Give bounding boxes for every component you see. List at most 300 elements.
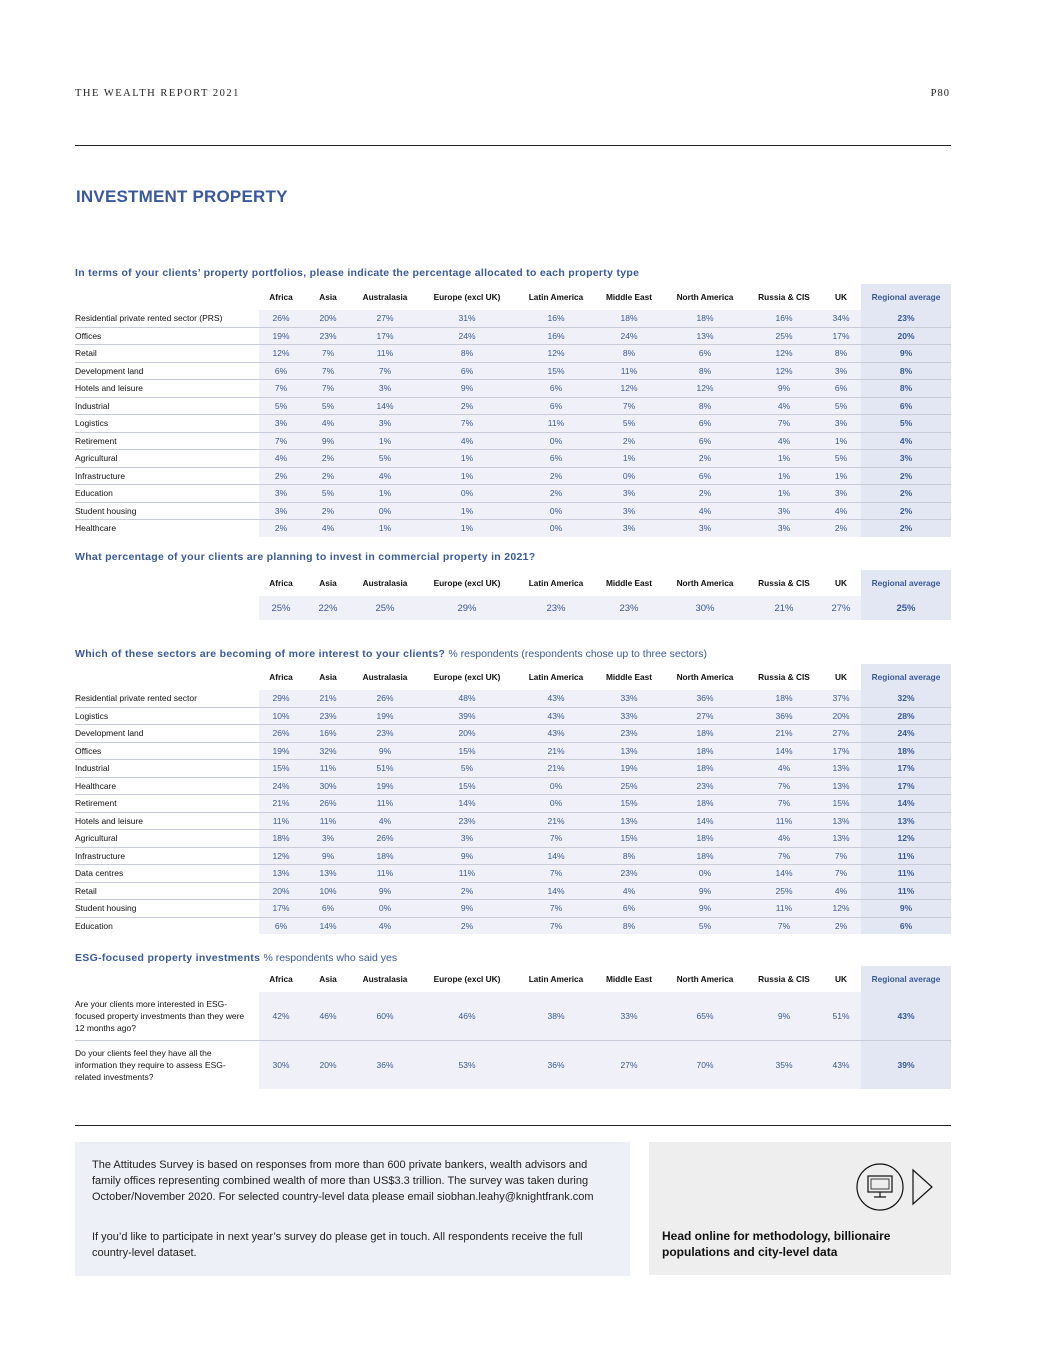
table-row [75,520,951,537]
value-cell: 7% [259,380,303,398]
value-cell: 12% [259,345,303,363]
table-row [75,847,951,865]
value-cell: 5% [353,450,417,468]
value-cell: 9% [353,882,417,900]
value-cell: 5% [303,485,353,503]
value-cell: 8% [595,847,663,865]
table-row [75,362,951,380]
value-cell: 21% [259,795,303,813]
value-cell: 26% [353,690,417,707]
q3-subtitle: % respondents (respondents chose up to three sectors) [448,648,707,660]
regional-average-cell: 9% [861,900,951,918]
row-label: Development land [75,362,259,380]
regional-average-cell: 2% [861,467,951,485]
value-cell: 19% [259,742,303,760]
value-cell: 18% [595,310,663,327]
table-row [75,467,951,485]
column-header-regional-average: Regional average [861,570,951,596]
row-label: Offices [75,327,259,345]
column-header-africa: Africa [269,672,293,682]
value-cell: 5% [821,450,861,468]
column-header-regional-average: Regional average [861,664,951,690]
value-cell: 36% [353,1041,417,1090]
value-cell: 3% [259,485,303,503]
column-header-europe-excl-uk: Europe (excl UK) [433,292,501,302]
column-header-latin-america: Latin America [528,672,584,682]
column-header-australasia: Australasia [362,578,408,588]
value-cell: 18% [747,690,821,707]
value-cell: 13% [663,327,747,345]
monitor-icon [857,1164,903,1210]
value-cell: 26% [259,310,303,327]
column-header-australasia: Australasia [362,292,408,302]
value-cell: 3% [821,485,861,503]
value-cell: 2% [259,467,303,485]
table-row [75,397,951,415]
value-cell: 11% [747,812,821,830]
value-cell: 15% [259,760,303,778]
column-header-africa: Africa [269,974,293,984]
value-cell: 9% [663,900,747,918]
value-cell: 7% [517,900,595,918]
value-cell: 2% [417,882,517,900]
value-cell: 6% [303,900,353,918]
column-header-europe-excl-uk: Europe (excl UK) [433,974,501,984]
value-cell: 21% [517,742,595,760]
regional-average-cell: 13% [861,812,951,830]
value-cell: 4% [259,450,303,468]
value-cell: 51% [821,992,861,1041]
header-blank-cell [75,664,259,690]
value-cell: 15% [517,362,595,380]
table-row [75,882,951,900]
value-cell: 25% [353,596,417,620]
value-cell: 17% [821,742,861,760]
value-cell: 13% [259,865,303,883]
column-header-africa: Africa [269,578,293,588]
header-divider [75,145,951,146]
regional-average-cell: 24% [861,725,951,743]
table-row [75,742,951,760]
value-cell: 33% [595,992,663,1041]
value-cell: 16% [747,310,821,327]
value-cell: 4% [747,397,821,415]
value-cell: 3% [595,502,663,520]
column-header-africa: Africa [269,292,293,302]
value-cell: 8% [595,345,663,363]
value-cell: 0% [353,900,417,918]
value-cell: 23% [303,707,353,725]
column-header-middle-east: Middle East [605,578,653,588]
value-cell: 3% [821,415,861,433]
value-cell: 7% [821,847,861,865]
column-header-north-america: North America [676,578,734,588]
value-cell: 39% [417,707,517,725]
value-cell: 4% [747,760,821,778]
value-cell: 3% [353,415,417,433]
value-cell: 14% [303,917,353,934]
regional-average-cell: 5% [861,415,951,433]
row-label: Infrastructure [75,467,259,485]
value-cell: 21% [517,760,595,778]
row-label: Agricultural [75,830,259,848]
value-cell: 2% [259,520,303,537]
value-cell: 7% [747,917,821,934]
value-cell: 2% [303,467,353,485]
value-cell: 4% [417,432,517,450]
value-cell: 43% [821,1041,861,1090]
value-cell: 43% [517,707,595,725]
column-header-middle-east: Middle East [605,974,653,984]
value-cell: 3% [595,485,663,503]
value-cell: 23% [663,777,747,795]
row-label: Industrial [75,760,259,778]
table-row [75,327,951,345]
cta-icons [855,1162,935,1212]
value-cell: 5% [417,760,517,778]
footer-divider [75,1125,951,1126]
value-cell: 27% [595,1041,663,1090]
value-cell: 14% [663,812,747,830]
regional-average-cell: 6% [861,397,951,415]
value-cell: 6% [517,397,595,415]
value-cell: 3% [303,830,353,848]
value-cell: 7% [821,865,861,883]
row-label: Student housing [75,502,259,520]
value-cell: 5% [259,397,303,415]
table-row [75,485,951,503]
column-header-asia: Asia [319,578,337,588]
value-cell: 17% [259,900,303,918]
value-cell: 0% [663,865,747,883]
value-cell: 10% [303,882,353,900]
value-cell: 4% [353,812,417,830]
value-cell: 6% [663,432,747,450]
column-header-latin-america: Latin America [528,292,584,302]
table-row [75,917,951,934]
value-cell: 27% [353,310,417,327]
value-cell: 15% [417,742,517,760]
value-cell: 1% [417,467,517,485]
table-row [75,992,951,1041]
table-row [75,450,951,468]
row-label: Offices [75,742,259,760]
value-cell: 18% [353,847,417,865]
value-cell: 4% [303,415,353,433]
value-cell: 15% [595,830,663,848]
value-cell: 16% [303,725,353,743]
value-cell: 23% [353,725,417,743]
value-cell: 0% [517,502,595,520]
column-header-australasia: Australasia [362,672,408,682]
value-cell: 30% [303,777,353,795]
regional-average-cell: 39% [861,1041,951,1090]
value-cell: 35% [747,1041,821,1090]
value-cell: 13% [821,760,861,778]
regional-average-cell: 17% [861,777,951,795]
value-cell: 13% [821,812,861,830]
value-cell: 7% [303,345,353,363]
table-row [75,760,951,778]
row-label: Healthcare [75,777,259,795]
value-cell: 34% [821,310,861,327]
value-cell: 0% [517,520,595,537]
column-header-north-america: North America [676,672,734,682]
sector-interest-table [75,664,951,934]
q2-title: What percentage of your clients are planning to invest in commercial property in 2021? [75,551,536,563]
value-cell: 9% [747,380,821,398]
value-cell: 21% [517,812,595,830]
table-row [75,707,951,725]
value-cell: 7% [353,362,417,380]
value-cell: 2% [517,485,595,503]
value-cell: 18% [663,795,747,813]
regional-average-cell: 43% [861,992,951,1041]
regional-average-cell: 11% [861,882,951,900]
column-header-middle-east: Middle East [605,292,653,302]
online-cta-box[interactable] [649,1142,951,1275]
column-header-latin-america: Latin America [528,974,584,984]
table-row [75,812,951,830]
value-cell: 36% [663,690,747,707]
value-cell: 5% [663,917,747,934]
value-cell: 23% [417,812,517,830]
value-cell: 8% [595,917,663,934]
value-cell: 12% [595,380,663,398]
regional-average-cell: 20% [861,327,951,345]
value-cell: 6% [517,450,595,468]
q1-title: In terms of your clients’ property portfolios, please indicate the percentage allocated to each property type [75,267,640,279]
column-header-russia-cis: Russia & CIS [758,974,810,984]
column-header-uk: UK [835,578,847,588]
value-cell: 8% [417,345,517,363]
value-cell: 20% [821,707,861,725]
value-cell: 18% [663,847,747,865]
value-cell: 23% [595,596,663,620]
value-cell: 6% [595,900,663,918]
table-row [75,1041,951,1090]
value-cell: 3% [353,380,417,398]
value-cell: 23% [595,725,663,743]
value-cell: 13% [595,812,663,830]
value-cell: 4% [353,917,417,934]
column-header-regional-average: Regional average [861,966,951,992]
value-cell: 11% [303,760,353,778]
row-label: Residential private rented sector [75,690,259,707]
regional-average-cell: 9% [861,345,951,363]
value-cell: 1% [747,485,821,503]
value-cell: 8% [663,362,747,380]
value-cell: 6% [663,415,747,433]
value-cell: 3% [821,362,861,380]
online-cta-text[interactable]: Head online for methodology, billionaire populations and city-level data [662,1229,891,1259]
row-label: Agricultural [75,450,259,468]
value-cell: 32% [303,742,353,760]
value-cell: 3% [595,520,663,537]
value-cell: 6% [259,362,303,380]
value-cell: 14% [517,882,595,900]
value-cell: 18% [663,760,747,778]
value-cell: 0% [595,467,663,485]
value-cell: 7% [417,415,517,433]
value-cell: 19% [353,707,417,725]
value-cell: 1% [821,432,861,450]
value-cell: 6% [663,467,747,485]
table-row [75,795,951,813]
value-cell: 27% [663,707,747,725]
property-allocation-table [75,284,951,537]
value-cell: 6% [821,380,861,398]
row-label: Retail [75,345,259,363]
value-cell: 43% [517,690,595,707]
value-cell: 20% [303,310,353,327]
value-cell: 7% [747,847,821,865]
value-cell: 24% [417,327,517,345]
value-cell: 18% [259,830,303,848]
table-row [75,725,951,743]
value-cell: 4% [747,830,821,848]
regional-average-cell: 17% [861,760,951,778]
value-cell: 2% [303,450,353,468]
value-cell: 14% [747,742,821,760]
report-header-title: THE WEALTH REPORT 2021 [75,88,240,99]
value-cell: 6% [417,362,517,380]
value-cell: 2% [517,467,595,485]
row-label: Logistics [75,415,259,433]
value-cell: 11% [353,795,417,813]
value-cell: 25% [747,327,821,345]
q3-title-text: Which of these sectors are becoming of more interest to your clients? [75,648,446,660]
value-cell: 18% [663,725,747,743]
value-cell: 20% [303,1041,353,1090]
value-cell: 19% [595,760,663,778]
table-row [75,690,951,707]
value-cell: 23% [517,596,595,620]
value-cell: 4% [747,432,821,450]
row-label: Do your clients feel they have all the information they require to assess ESG-related investments? [75,1041,259,1090]
value-cell: 21% [747,596,821,620]
page-title: INVESTMENT PROPERTY [76,187,288,206]
header-blank-cell [75,966,259,992]
value-cell: 11% [417,865,517,883]
table-row [75,380,951,398]
table-header-row [75,966,951,992]
value-cell: 7% [747,777,821,795]
table-header-row [75,284,951,310]
header-blank-cell [75,284,259,310]
value-cell: 4% [821,502,861,520]
value-cell: 2% [595,432,663,450]
value-cell: 24% [595,327,663,345]
regional-average-cell: 28% [861,707,951,725]
value-cell: 0% [417,485,517,503]
row-label: Infrastructure [75,847,259,865]
value-cell: 3% [417,830,517,848]
q4-title [75,952,397,964]
row-label [75,596,259,620]
value-cell: 22% [303,596,353,620]
table-header-row [75,570,951,596]
value-cell: 16% [517,310,595,327]
value-cell: 2% [417,397,517,415]
value-cell: 2% [303,502,353,520]
row-label: Hotels and leisure [75,380,259,398]
value-cell: 42% [259,992,303,1041]
value-cell: 9% [303,847,353,865]
column-header-asia: Asia [319,974,337,984]
value-cell: 5% [595,415,663,433]
value-cell: 18% [663,742,747,760]
q4-title-text: ESG-focused property investments [75,952,261,964]
value-cell: 60% [353,992,417,1041]
column-header-europe-excl-uk: Europe (excl UK) [433,672,501,682]
column-header-australasia: Australasia [362,974,408,984]
value-cell: 46% [303,992,353,1041]
value-cell: 33% [595,707,663,725]
value-cell: 0% [517,777,595,795]
regional-average-cell: 11% [861,865,951,883]
q3-title [75,648,707,660]
value-cell: 33% [595,690,663,707]
regional-average-cell: 2% [861,485,951,503]
value-cell: 11% [747,900,821,918]
value-cell: 53% [417,1041,517,1090]
value-cell: 1% [595,450,663,468]
value-cell: 12% [663,380,747,398]
value-cell: 4% [353,467,417,485]
value-cell: 11% [353,865,417,883]
row-label: Are your clients more interested in ESG-focused property investments than they were 12 months ago? [75,992,259,1041]
table-row [75,502,951,520]
value-cell: 1% [353,485,417,503]
table-row [75,865,951,883]
value-cell: 4% [821,882,861,900]
column-header-europe-excl-uk: Europe (excl UK) [433,578,501,588]
value-cell: 43% [517,725,595,743]
row-label: Industrial [75,397,259,415]
survey-participation-text: If you’d like to participate in next year’s survey do please get in touch. All respondents receive the full country-level dataset. [92,1231,583,1259]
value-cell: 7% [595,397,663,415]
value-cell: 21% [303,690,353,707]
value-cell: 26% [259,725,303,743]
value-cell: 15% [821,795,861,813]
regional-average-cell: 18% [861,742,951,760]
regional-average-cell: 8% [861,380,951,398]
value-cell: 0% [353,502,417,520]
page-number: P80 [930,88,950,99]
value-cell: 16% [517,327,595,345]
value-cell: 1% [747,450,821,468]
value-cell: 17% [821,327,861,345]
value-cell: 5% [821,397,861,415]
value-cell: 15% [417,777,517,795]
value-cell: 14% [747,865,821,883]
value-cell: 1% [417,520,517,537]
column-header-north-america: North America [676,974,734,984]
value-cell: 7% [517,830,595,848]
value-cell: 29% [417,596,517,620]
value-cell: 3% [747,502,821,520]
value-cell: 14% [353,397,417,415]
value-cell: 4% [303,520,353,537]
value-cell: 18% [663,830,747,848]
regional-average-cell: 6% [861,917,951,934]
column-header-uk: UK [835,672,847,682]
regional-average-cell: 11% [861,847,951,865]
value-cell: 27% [821,596,861,620]
row-label: Development land [75,725,259,743]
q4-subtitle: % respondents who said yes [263,952,398,964]
